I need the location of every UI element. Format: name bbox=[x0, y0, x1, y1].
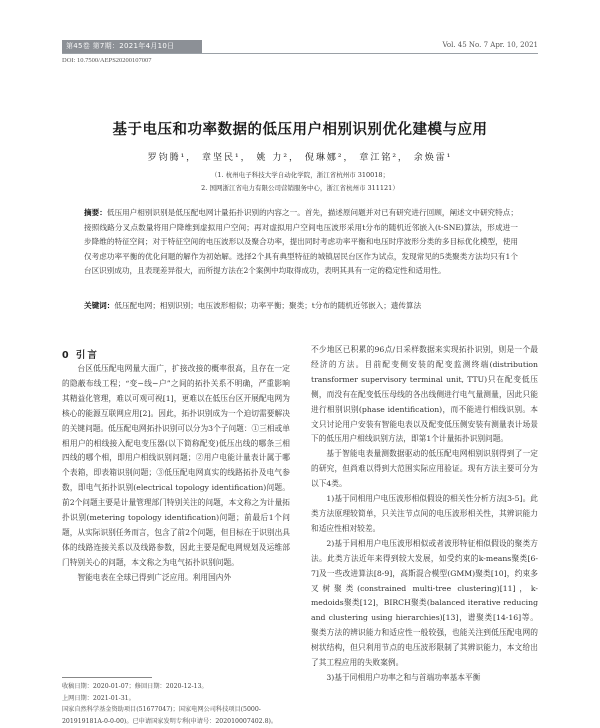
section-heading: 0 引言 bbox=[62, 350, 99, 361]
paragraph: 基于智能电表量测数据驱动的低压配电网相别识别得到了一定的研究，但尚难以得到大范围实际应用验证。现有方法主要可分为以下4类。 bbox=[311, 449, 538, 489]
doi: DOI: 10.7500/AEPS20200107007 bbox=[62, 57, 152, 64]
keywords-text: 低压配电网；相别识别；电压波形相似；功率平衡；聚类；t分布的随机近邻嵌入；遗传算法 bbox=[114, 301, 422, 310]
paragraph: 智能电表在全球已得到广泛应用。利用国内外 bbox=[77, 572, 232, 582]
journal-issue-label: 第45卷 第7期：2021年4月10日 bbox=[62, 40, 202, 53]
keywords bbox=[84, 299, 518, 314]
abstract bbox=[84, 206, 518, 279]
paragraph: 台区低压配电网量大面广，扩接改接的概率很高，且存在一定的隐蔽布线工程；“变−线−户”之间的拓扑关系不明确，严重影响其精益化管理，难以可观可视[1]，更难以在低压台区开展配电网为核心的能源互联网应用[2]。因此，拓扑识别成为一个迫切需要解决的关键问题。低压配电网拓扑识别可以分为3个子问题：①三相或单相用户的相线接入配电变压器(以下简称配变)低压出线的哪条三相四线的哪个相，即用户相线识别问题；②用户电能计量表计属于哪个表箱，即表箱识别问题；③低压配电网真实的线路拓扑及电气参数，即电气拓扑识别(electrical topology identification)问题。前2个问题主要是计量管理部门特别关注的问题，本文称之为计量拓扑识别(metering topology identification)问题；前最后1个问题，从实际识别任务而言，包含了前2个问题，但目标在于识别出具体的线路连接关系以及线路参数，因此主要是配电网规划及运维部门特别关心的问题，本文称之为电气拓扑识别问题。 bbox=[62, 364, 290, 567]
affiliation-2: 2. 国网浙江省电力有限公司营销服务中心，浙江省杭州市 311121） bbox=[201, 184, 399, 192]
paragraph: 1)基于同相用户电压波形相似假设的相关性分析方法[3-5]。此类方法原理较简单，只关注节点间的电压波形相关性，其辨识能力和适应性相对较差。 bbox=[311, 494, 538, 533]
abstract-text: 低压用户相别识别是低压配电网计量拓扑识别的内容之一。首先，描述原问题并对已有研究进行回顾，阐述文中研究特点；接照线路分叉点数量将用户降维到虚拟用户空间；再对虚拟用户空间电压波形采用t分布的随机近邻嵌入(t-SNE)算法，形成进一步降维的特征空间；对于特征空间的电压波形以及聚合功率，提出同时考虑功率平衡和电压时序波形分类的多目标优化模型，使用仅考虑功率平衡的优化问题的解作为初始解。选择2个具有典型特征的城镇居民台区作为试点，发现常见的5类聚类方法均只有1个台区识别成功，且表现差异很大，而所提方法在2个案例中均取得成功，表明其具有一定的稳定性和适用性。 bbox=[84, 208, 518, 276]
author-list: 罗钧腾¹， 章坚民¹， 姚 力²， 倪琳娜²， 章江铭²， 余焕雷¹ bbox=[147, 153, 453, 163]
header-divider bbox=[62, 53, 538, 54]
footnote-received: 收稿日期：2020-01-07；修回日期：2020-12-13。 bbox=[62, 683, 208, 690]
left-column bbox=[62, 362, 290, 586]
paragraph: 3)基于同相用户功率之和与首端功率基本平衡 bbox=[326, 672, 481, 682]
affiliation-1: （1. 杭州电子科技大学自动化学院，浙江省杭州市 310018； bbox=[210, 171, 390, 179]
paper-title: 基于电压和功率数据的低压用户相别识别优化建模与应用 bbox=[112, 122, 488, 138]
keywords-label: 关键词： bbox=[84, 301, 115, 310]
footnote-divider bbox=[62, 677, 152, 678]
paragraph: 2)基于同相用户电压波形相似或者波形特征相似假设的聚类方法。此类方法近年来得到较大发展，如受约束的k-means聚类[6-7]及一些改进算法[8-9]，高斯混合模型(GMM)聚类[10]，约束多叉树聚类(constrained multi-tree clustering)[11]，k-medoids聚类[12]，BIRCH聚类(balanced iterative reducing and clustering using hierarchies)[13]，谱聚类[14-16]等。聚类方法的辨识能力和适应性一般较强，也能关注到低压配电网的树状结构，但只利用节点的电压波形限制了其辨识能力，本文给出了其工程应用的失败案例。 bbox=[311, 538, 538, 668]
footnotes bbox=[62, 681, 292, 727]
footnote-online: 上网日期：2021-01-31。 bbox=[62, 694, 135, 702]
journal-volume-label: Vol. 45 No. 7 Apr. 10, 2021 bbox=[442, 41, 538, 49]
right-column bbox=[311, 343, 538, 686]
paragraph: 不少地区已积累的96点/日采样数据来实现拓扑识别，则是一个最经济的方法。目前配变侧安装的配变监测终端(distribution transformer supervisory terminal unit, TTU)只在配变低压侧，而没有在配变低压母线的各出线侧进行电气量测量，因此只能进行相别识别(phase identification)，而不能进行相线识别。本文只讨论用户安装有智能电表以及配变低压侧安装有测量表计场景下的低压用户相线识别方法，即第1个计量拓扑识别问题。 bbox=[311, 345, 538, 444]
abstract-label: 摘要： bbox=[84, 208, 107, 217]
footnote-funding: 国家自然科学基金资助项目(51677047)；国家电网公司科技项目(5000-201919181A-0-0-00)。已申请国家发明专利(申请号：202010007402.8)。 bbox=[62, 706, 278, 725]
